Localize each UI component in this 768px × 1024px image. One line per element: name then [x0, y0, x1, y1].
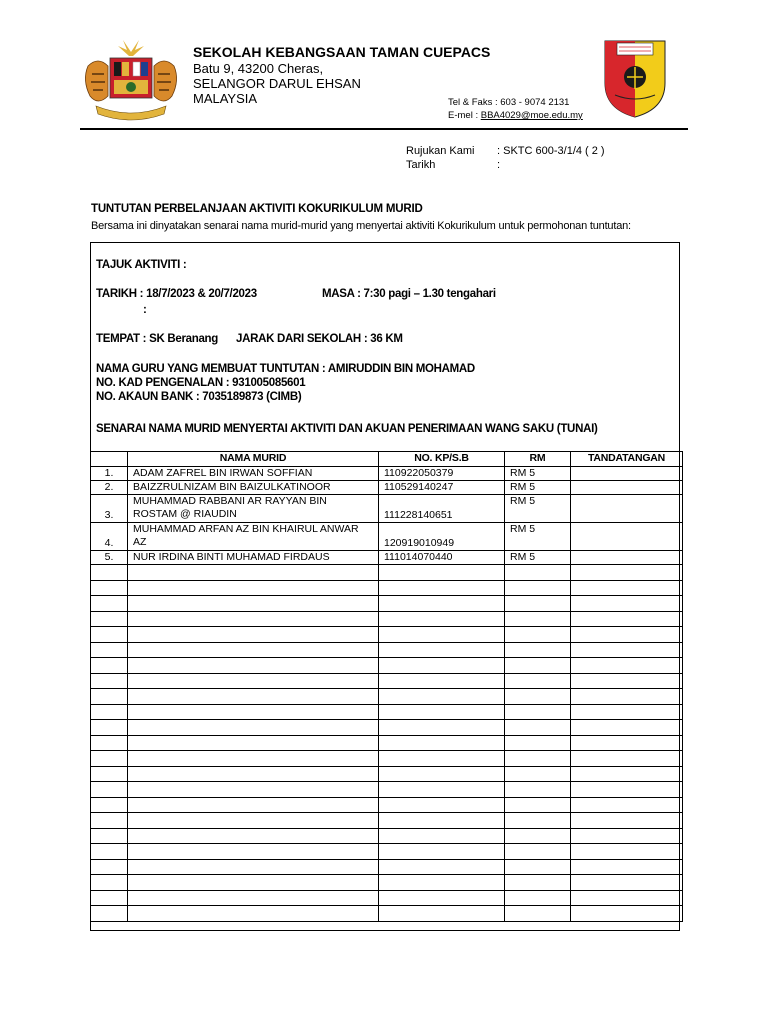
student-kp: 110529140247: [379, 481, 505, 495]
empty-student-name[interactable]: [128, 766, 379, 782]
empty-row-number[interactable]: [91, 906, 128, 922]
empty-signature-cell[interactable]: [571, 797, 683, 813]
empty-signature-cell[interactable]: [571, 642, 683, 658]
empty-student-kp[interactable]: [379, 875, 505, 891]
student-list-heading: SENARAI NAMA MURID MENYERTAI AKTIVITI DAN AKUAN PENERIMAAN WANG SAKU (TUNAI): [96, 423, 598, 435]
empty-row-number[interactable]: [91, 596, 128, 612]
empty-amount-rm[interactable]: [505, 782, 571, 798]
empty-table-row: [91, 844, 683, 860]
empty-table-row: [91, 673, 683, 689]
student-kp: 110922050379: [379, 467, 505, 481]
empty-signature-cell[interactable]: [571, 704, 683, 720]
empty-student-kp[interactable]: [379, 689, 505, 705]
column-header-kp: NO. KP/S.B: [379, 452, 505, 467]
empty-table-row: [91, 689, 683, 705]
table-row: [91, 467, 683, 481]
empty-signature-cell[interactable]: [571, 782, 683, 798]
empty-row-number[interactable]: [91, 859, 128, 875]
empty-amount-rm[interactable]: [505, 658, 571, 674]
signature-cell[interactable]: [571, 495, 683, 523]
empty-amount-rm[interactable]: [505, 906, 571, 922]
empty-row-number[interactable]: [91, 658, 128, 674]
empty-amount-rm[interactable]: [505, 813, 571, 829]
column-header-rm: RM: [505, 452, 571, 467]
empty-signature-cell[interactable]: [571, 766, 683, 782]
reference-label: Rujukan Kami: [406, 145, 475, 157]
activity-place-field: TEMPAT : SK Beranang: [96, 333, 218, 345]
empty-student-name[interactable]: [128, 642, 379, 658]
address-line-1: Batu 9, 43200 Cheras,: [193, 61, 324, 76]
empty-table-row: [91, 797, 683, 813]
empty-row-number[interactable]: [91, 689, 128, 705]
school-name: SEKOLAH KEBANGSAAN TAMAN CUEPACS: [193, 44, 491, 60]
empty-amount-rm[interactable]: [505, 580, 571, 596]
jata-negara-crest-logo: [78, 36, 184, 122]
empty-table-row: [91, 751, 683, 767]
amount-rm: RM 5: [505, 523, 571, 551]
document-title: TUNTUTAN PERBELANJAAN AKTIVITI KOKURIKULUM MURID: [91, 203, 423, 215]
table-row: [91, 495, 683, 523]
amount-rm: RM 5: [505, 481, 571, 495]
empty-table-row: [91, 906, 683, 922]
empty-table-row: [91, 859, 683, 875]
empty-student-name[interactable]: [128, 704, 379, 720]
empty-amount-rm[interactable]: [505, 673, 571, 689]
empty-amount-rm[interactable]: [505, 751, 571, 767]
empty-signature-cell[interactable]: [571, 813, 683, 829]
empty-table-row: [91, 875, 683, 891]
address-line-3: MALAYSIA: [193, 91, 258, 106]
signature-cell[interactable]: [571, 481, 683, 495]
row-number: 3.: [91, 495, 128, 523]
empty-student-kp[interactable]: [379, 642, 505, 658]
empty-signature-cell[interactable]: [571, 658, 683, 674]
row-number: 5.: [91, 551, 128, 565]
empty-student-kp[interactable]: [379, 565, 505, 581]
empty-student-name[interactable]: [128, 828, 379, 844]
student-name: MUHAMMAD RABBANI AR RAYYAN BIN ROSTAM @ RIAUDIN: [128, 495, 379, 523]
empty-row-number[interactable]: [91, 844, 128, 860]
empty-student-name[interactable]: [128, 751, 379, 767]
reference-value: : SKTC 600-3/1/4 ( 2 ): [497, 145, 605, 157]
header-divider: [80, 128, 688, 130]
empty-amount-rm[interactable]: [505, 596, 571, 612]
teacher-name-field: NAMA GURU YANG MEMBUAT TUNTUTAN : AMIRUDDIN BIN MOHAMAD: [96, 363, 475, 375]
empty-table-row: [91, 627, 683, 643]
row-number: 1.: [91, 467, 128, 481]
ic-number-field: NO. KAD PENGENALAN : 931005085601: [96, 377, 306, 389]
empty-signature-cell[interactable]: [571, 828, 683, 844]
address-line-2: SELANGOR DARUL EHSAN: [193, 76, 361, 91]
empty-signature-cell[interactable]: [571, 890, 683, 906]
table-row: [91, 551, 683, 565]
empty-table-row: [91, 704, 683, 720]
bank-account-field: NO. AKAUN BANK : 7035189873 (CIMB): [96, 391, 302, 403]
empty-signature-cell[interactable]: [571, 906, 683, 922]
empty-amount-rm[interactable]: [505, 875, 571, 891]
amount-rm: RM 5: [505, 467, 571, 481]
empty-student-name[interactable]: [128, 596, 379, 612]
empty-student-kp[interactable]: [379, 627, 505, 643]
column-header-number: [91, 452, 128, 467]
empty-amount-rm[interactable]: [505, 704, 571, 720]
empty-row-number[interactable]: [91, 673, 128, 689]
signature-cell[interactable]: [571, 467, 683, 481]
column-header-signature: TANDATANGAN: [571, 452, 683, 467]
empty-table-row: [91, 658, 683, 674]
empty-amount-rm[interactable]: [505, 766, 571, 782]
empty-student-kp[interactable]: [379, 859, 505, 875]
table-header-row: [91, 452, 683, 467]
empty-table-row: [91, 813, 683, 829]
empty-student-name[interactable]: [128, 658, 379, 674]
empty-signature-cell[interactable]: [571, 611, 683, 627]
empty-signature-cell[interactable]: [571, 565, 683, 581]
empty-row-number[interactable]: [91, 565, 128, 581]
student-name: BAIZZRULNIZAM BIN BAIZULKATINOOR: [128, 481, 379, 495]
school-badge-logo: [603, 39, 667, 119]
empty-student-name[interactable]: [128, 565, 379, 581]
empty-row-number[interactable]: [91, 735, 128, 751]
empty-table-row: [91, 828, 683, 844]
empty-student-kp[interactable]: [379, 611, 505, 627]
table-row: [91, 481, 683, 495]
empty-student-kp[interactable]: [379, 751, 505, 767]
student-claim-table: [90, 451, 683, 922]
empty-student-name[interactable]: [128, 797, 379, 813]
empty-amount-rm[interactable]: [505, 797, 571, 813]
empty-student-name[interactable]: [128, 906, 379, 922]
empty-student-kp[interactable]: [379, 658, 505, 674]
empty-student-name[interactable]: [128, 813, 379, 829]
empty-amount-rm[interactable]: [505, 859, 571, 875]
student-kp: 111014070440: [379, 551, 505, 565]
empty-student-kp[interactable]: [379, 596, 505, 612]
empty-signature-cell[interactable]: [571, 627, 683, 643]
activity-title-field: TAJUK AKTIVITI :: [96, 259, 187, 271]
empty-signature-cell[interactable]: [571, 673, 683, 689]
amount-rm: RM 5: [505, 495, 571, 523]
empty-student-name[interactable]: [128, 580, 379, 596]
empty-student-kp[interactable]: [379, 735, 505, 751]
empty-student-name[interactable]: [128, 859, 379, 875]
empty-student-kp[interactable]: [379, 720, 505, 736]
empty-table-row: [91, 565, 683, 581]
empty-signature-cell[interactable]: [571, 875, 683, 891]
empty-row-number[interactable]: [91, 890, 128, 906]
empty-row-number[interactable]: [91, 720, 128, 736]
empty-table-row: [91, 782, 683, 798]
row-number: 2.: [91, 481, 128, 495]
empty-student-name[interactable]: [128, 611, 379, 627]
empty-student-kp[interactable]: [379, 890, 505, 906]
empty-student-kp[interactable]: [379, 828, 505, 844]
empty-row-number[interactable]: [91, 704, 128, 720]
empty-amount-rm[interactable]: [505, 642, 571, 658]
column-header-name: NAMA MURID: [128, 452, 379, 467]
empty-table-row: [91, 642, 683, 658]
signature-cell[interactable]: [571, 523, 683, 551]
student-kp: 120919010949: [379, 523, 505, 551]
row-number: 4.: [91, 523, 128, 551]
empty-signature-cell[interactable]: [571, 596, 683, 612]
empty-row-number[interactable]: [91, 813, 128, 829]
activity-date-field: TARIKH : 18/7/2023 & 20/7/2023: [96, 288, 257, 300]
empty-student-name[interactable]: [128, 720, 379, 736]
student-name: MUHAMMAD ARFAN AZ BIN KHAIRUL ANWAR AZ: [128, 523, 379, 551]
empty-table-row: [91, 596, 683, 612]
empty-signature-cell[interactable]: [571, 844, 683, 860]
empty-row-number[interactable]: [91, 751, 128, 767]
empty-student-name[interactable]: [128, 844, 379, 860]
empty-student-name[interactable]: [128, 735, 379, 751]
empty-amount-rm[interactable]: [505, 828, 571, 844]
empty-student-kp[interactable]: [379, 844, 505, 860]
empty-row-number[interactable]: [91, 782, 128, 798]
empty-amount-rm[interactable]: [505, 720, 571, 736]
empty-signature-cell[interactable]: [571, 689, 683, 705]
empty-student-kp[interactable]: [379, 782, 505, 798]
empty-row-number[interactable]: [91, 642, 128, 658]
empty-signature-cell[interactable]: [571, 735, 683, 751]
empty-student-name[interactable]: [128, 673, 379, 689]
empty-amount-rm[interactable]: [505, 844, 571, 860]
empty-amount-rm[interactable]: [505, 627, 571, 643]
date-label: Tarikh: [406, 159, 436, 171]
empty-student-kp[interactable]: [379, 766, 505, 782]
student-kp: 111228140651: [379, 495, 505, 523]
email-label: E-mel :: [448, 110, 481, 121]
table-row: [91, 523, 683, 551]
empty-signature-cell[interactable]: [571, 751, 683, 767]
tel-fax: Tel & Faks : 603 - 9074 2131: [448, 97, 570, 108]
empty-table-row: [91, 611, 683, 627]
empty-amount-rm[interactable]: [505, 611, 571, 627]
empty-student-kp[interactable]: [379, 673, 505, 689]
empty-amount-rm[interactable]: [505, 890, 571, 906]
empty-signature-cell[interactable]: [571, 580, 683, 596]
empty-student-kp[interactable]: [379, 797, 505, 813]
empty-student-name[interactable]: [128, 782, 379, 798]
empty-row-number[interactable]: [91, 766, 128, 782]
amount-rm: RM 5: [505, 551, 571, 565]
empty-row-number[interactable]: [91, 611, 128, 627]
empty-signature-cell[interactable]: [571, 720, 683, 736]
student-name: ADAM ZAFREL BIN IRWAN SOFFIAN: [128, 467, 379, 481]
empty-student-name[interactable]: [128, 689, 379, 705]
empty-table-row: [91, 580, 683, 596]
empty-table-row: [91, 890, 683, 906]
empty-table-row: [91, 766, 683, 782]
empty-table-row: [91, 720, 683, 736]
empty-amount-rm[interactable]: [505, 565, 571, 581]
empty-student-name[interactable]: [128, 627, 379, 643]
activity-date-colon: :: [143, 304, 147, 316]
empty-signature-cell[interactable]: [571, 859, 683, 875]
empty-amount-rm[interactable]: [505, 735, 571, 751]
document-intro: Bersama ini dinyatakan senarai nama murid-murid yang menyertai aktiviti Kokurikulum untuk permohonan tuntutan:: [91, 220, 631, 232]
student-name: NUR IRDINA BINTI MUHAMAD FIRDAUS: [128, 551, 379, 565]
empty-student-name[interactable]: [128, 890, 379, 906]
empty-row-number[interactable]: [91, 627, 128, 643]
empty-student-kp[interactable]: [379, 813, 505, 829]
empty-table-row: [91, 735, 683, 751]
empty-student-kp[interactable]: [379, 906, 505, 922]
empty-row-number[interactable]: [91, 875, 128, 891]
empty-row-number[interactable]: [91, 580, 128, 596]
email-link[interactable]: BBA4029@moe.edu.my: [480, 110, 583, 121]
empty-amount-rm[interactable]: [505, 689, 571, 705]
empty-row-number[interactable]: [91, 797, 128, 813]
activity-time-field: MASA : 7:30 pagi – 1.30 tengahari: [322, 288, 496, 300]
empty-student-name[interactable]: [128, 875, 379, 891]
signature-cell[interactable]: [571, 551, 683, 565]
date-value: :: [497, 159, 501, 171]
empty-student-kp[interactable]: [379, 704, 505, 720]
empty-student-kp[interactable]: [379, 580, 505, 596]
distance-field: JARAK DARI SEKOLAH : 36 KM: [236, 333, 403, 345]
empty-row-number[interactable]: [91, 828, 128, 844]
email-line: [448, 110, 583, 121]
